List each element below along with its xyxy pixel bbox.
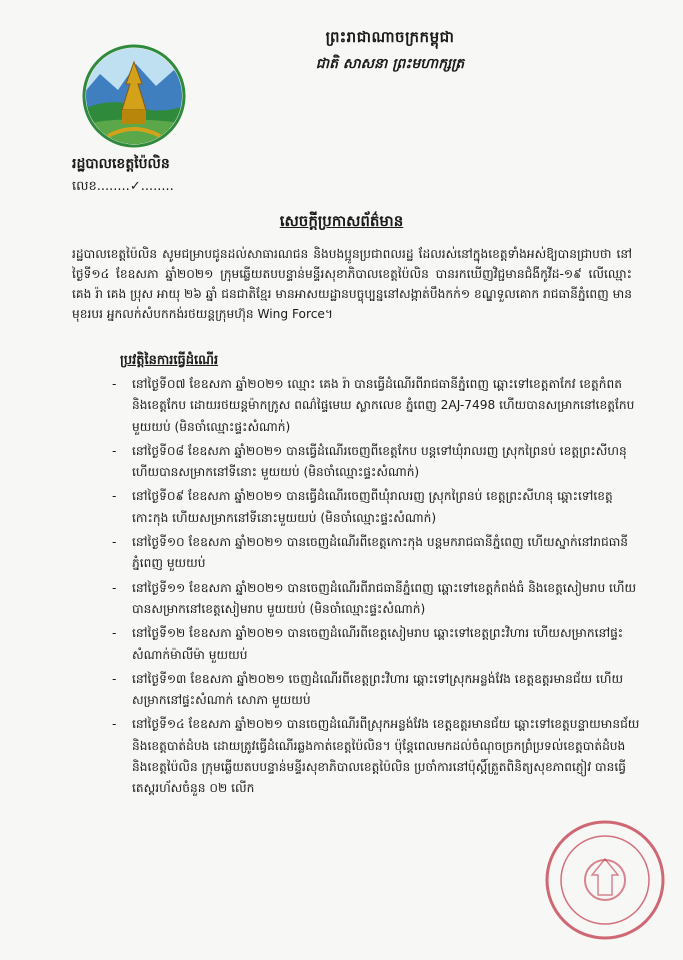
issuing-authority: រដ្ឋបាលខេត្តប៉ៃលិន <box>72 156 170 172</box>
list-item: - នៅថ្ងៃទី០៨ ខែឧសភា ឆ្នាំ២០២១ បានធ្វើដំណើរចេញពីខេត្តកែប បន្តទៅឃុំរាលរញ ស្រុកព្រៃនប់ ខេត្តព្រះសីហនុ ហើយបានសម្រាកនៅទីនោះ មួយយប់ (មិនចាំឈ្មោះផ្ទះសំណាក់) <box>110 441 640 484</box>
national-motto: ជាតិ សាសនា ព្រះមហាក្សត្រ <box>315 56 465 72</box>
reference-number: លេខ........✓........ <box>72 179 174 194</box>
list-item: - នៅថ្ងៃទី០៧ ខែឧសភា ឆ្នាំ២០២១ ឈ្មោះ គេង រ៉ា បានធ្វើដំណើរពីរាជធានីភ្នំពេញ ឆ្ពោះទៅខេត្តតាកែវ ខេត្តកំពត និងខេត្តកែប ដោយរថយន្តម៉ាកក្រូស ពណ៌ផ្ទៃមេឃ ស្លាកលេខ ភ្នំពេញ 2AJ-7498 ហើយបានសម្រាកនៅខេត្តកែប មួយយប់ (មិនចាំឈ្មោះផ្ទះសំណាក់) <box>110 374 640 438</box>
list-item: - នៅថ្ងៃទី១០ ខែឧសភា ឆ្នាំ២០២១ បានចេញដំណើរពីខេត្តកោះកុង បន្តមករាជធានីភ្នំពេញ ហើយស្នាក់នៅរាជធានីភ្នំពេញ មួយយប់ <box>110 532 640 575</box>
official-stamp <box>540 815 670 945</box>
list-item: - នៅថ្ងៃទី១៣ ខែឧសភា ឆ្នាំ២០២១ ចេញដំណើរពីខេត្តព្រះវិហារ ឆ្ពោះទៅស្រុកអន្លង់វែង ខេត្តឧត្តរមានជ័យ ហើយសម្រាកនៅផ្ទះសំណាក់ សោភា មួយយប់ <box>110 669 640 712</box>
list-item: - នៅថ្ងៃទី១៤ ខែឧសភា ឆ្នាំ២០២១ បានចេញដំណើរពីស្រុកអន្លង់វែង ខេត្តឧត្តរមានជ័យ ឆ្ពោះទៅខេត្តបន្ទាយមានជ័យ និងខេត្តបាត់ដំបង ដោយត្រូវធ្វើដំណើរឆ្លងកាត់ខេត្តប៉ៃលិន។ ប៉ុន្តែពេលមកដល់ចំណុចច្រកព្រំប្រទល់ខេត្តបាត់ដំបង និងខេត្តប៉ៃលិន ក្រុមឆ្លើយតបបន្ទាន់មន្ទីរសុខាភិបាលខេត្តប៉ៃលិន ប្រចាំការនៅប៉ុស្តិ៍ត្រួតពិនិត្យសុខភាពភ្ញៀវ បានធ្វើតេស្តរហ័សចំនួន ០២ លើក <box>110 714 640 799</box>
intro-paragraph: រដ្ឋបាលខេត្តប៉ៃលិន សូមជម្រាបជូនដល់សាធារណជន និងបងប្អូនប្រជាពលរដ្ឋ ដែលរស់នៅក្នុងខេត្តទាំងអស់ឱ្យបានជ្រាបថា នៅថ្ងៃទី១៤ ខែឧសភា ឆ្នាំ២០២១ ក្រុមឆ្លើយតបបន្ទាន់មន្ទីរសុខាភិបាលខេត្តប៉ៃលិន បានរកឃើញវិជ្ជមានជំងឺកូវីដ-១៩ លើឈ្មោះ គេង រ៉ា គេង ប្រុស អាយុ ២៦ ឆ្នាំ ជនជាតិខ្មែរ មានអាសយដ្ឋានបច្ចុប្បន្ននៅសង្កាត់បឹងកក់១ ខណ្ឌទួលគោក រាជធានីភ្នំពេញ មានមុខរបរ អ្នកលក់សំបកកង់រថយន្តក្រុមហ៊ុន Wing Force។ <box>72 247 632 321</box>
provincial-logo <box>78 40 190 152</box>
list-item: - នៅថ្ងៃទី១២ ខែឧសភា ឆ្នាំ២០២១ បានចេញដំណើរពីខេត្តសៀមរាប ឆ្ពោះទៅខេត្តព្រះវិហារ ហើយសម្រាកនៅផ្ទះសំណាក់ម៉ាលីម៉ា មួយយប់ <box>110 623 640 666</box>
list-item: - នៅថ្ងៃទី១១ ខែឧសភា ឆ្នាំ២០២១ បានចេញដំណើរពីរាជធានីភ្នំពេញ ឆ្ពោះទៅខេត្តកំពង់ធំ និងខេត្តសៀមរាប ហើយបានសម្រាកនៅខេត្តសៀមរាប មួយយប់ (មិនចាំឈ្មោះផ្ទះសំណាក់) <box>110 578 640 621</box>
national-header <box>270 22 510 75</box>
list-item: - នៅថ្ងៃទី០៩ ខែឧសភា ឆ្នាំ២០២១ បានធ្វើដំណើរចេញពីឃុំរាលរញ ស្រុកព្រៃនប់ ខេត្តព្រះសីហនុ ឆ្ពោះទៅខេត្តកោះកុង ហើយសម្រាកនៅទីនោះមួយយប់ (មិនចាំឈ្មោះផ្ទះសំណាក់) <box>110 486 640 529</box>
kingdom-title: ព្រះរាជាណាចក្រកម្ពុជា <box>325 28 455 46</box>
document-title: សេចក្តីប្រកាសព័ត៌មាន <box>279 212 404 230</box>
travel-history-list <box>110 374 640 803</box>
section-title: ប្រវត្តិនៃការធ្វើដំណើរ <box>120 353 219 368</box>
